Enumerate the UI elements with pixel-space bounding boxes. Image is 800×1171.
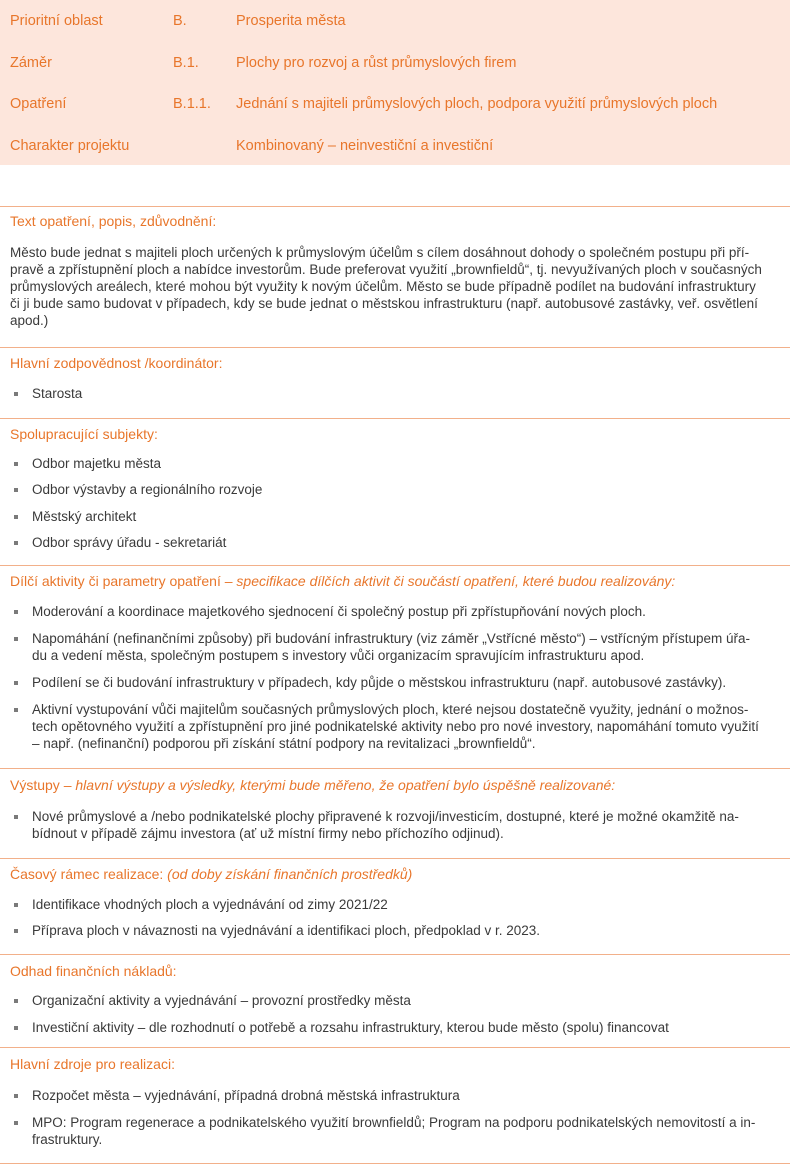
bullet-icon — [14, 515, 18, 519]
project-header — [0, 0, 790, 165]
section-title-cooperating: Spolupracující subjekty: — [10, 426, 158, 442]
header-code: B.1. — [173, 55, 199, 71]
header-label: Charakter projektu — [10, 138, 130, 154]
header-row-measure — [0, 96, 790, 116]
section-title-responsibility: Hlavní zodpovědnost /koordinátor: — [10, 355, 223, 371]
title-italic: (od doby získání finančních prostředků) — [167, 866, 413, 882]
section-divider — [0, 1047, 790, 1048]
section-title-costs: Odhad finančních nákladů: — [10, 963, 177, 979]
title-main: Časový rámec realizace: — [10, 866, 168, 882]
paragraph-line: či ji bude samo budovat v případech, kdy se bude jednat o městskou infrastrukturu (např. autobusové zastávky, veř. osvětlení — [10, 296, 758, 311]
header-value: Prosperita města — [236, 13, 346, 29]
header-label: Prioritní oblast — [10, 13, 103, 29]
section-divider — [0, 418, 790, 419]
section-divider — [0, 954, 790, 955]
bullet-icon — [14, 903, 18, 907]
header-code: B. — [173, 13, 187, 29]
section-divider — [0, 768, 790, 769]
bullet-icon — [14, 815, 18, 819]
bullet-icon — [14, 462, 18, 466]
header-row-intent — [0, 55, 790, 75]
title-main: Dílčí aktivity či parametry opatření – — [10, 573, 237, 589]
header-row-character — [0, 138, 790, 158]
header-code: B.1.1. — [173, 96, 211, 112]
paragraph-line: apod.) — [10, 313, 49, 328]
bullet-icon — [14, 708, 18, 712]
section-title-activities — [10, 573, 675, 589]
bullet-icon — [14, 999, 18, 1003]
section-divider — [0, 565, 790, 566]
bullet-icon — [14, 392, 18, 396]
header-value: Kombinovaný – neinvestiční a investiční — [236, 138, 494, 154]
bullet-icon — [14, 488, 18, 492]
paragraph-line: průmyslových areálech, které mohou být využity k novým účelům. Město se bude případně podílet na budování infrastruktury — [10, 279, 756, 294]
section-title-text: Text opatření, popis, zdůvodnění: — [10, 213, 217, 229]
title-italic: specifikace dílčích aktivit či součástí opatření, které budou realizovány: — [236, 573, 676, 589]
bullet-icon — [14, 929, 18, 933]
title-main: Výstupy – — [10, 777, 76, 793]
paragraph-line: Město bude jednat s majiteli ploch určených k průmyslovým účelům s cílem dosáhnout dohody o společném postupu při pří- — [10, 245, 750, 260]
bullet-icon — [14, 1121, 18, 1125]
paragraph-line: pravě a zpřístupnění ploch a nabídce investorům. Bude preferovat využití „brownfieldů“, tj. nevyužívaných ploch v současných — [10, 262, 762, 277]
header-row-priority — [0, 13, 790, 33]
section-title-timeframe — [10, 866, 412, 882]
header-value: Plochy pro rozvoj a růst průmyslových firem — [236, 55, 517, 71]
description-paragraph — [10, 244, 785, 329]
section-title-sources: Hlavní zdroje pro realizaci: — [10, 1056, 175, 1072]
title-italic: hlavní výstupy a výsledky, kterými bude měřeno, že opatření bylo úspěšně realizované: — [75, 777, 616, 793]
section-divider — [0, 858, 790, 859]
section-divider — [0, 1163, 790, 1164]
header-label: Záměr — [10, 55, 52, 71]
bullet-icon — [14, 1094, 18, 1098]
bullet-icon — [14, 681, 18, 685]
section-divider — [0, 347, 790, 348]
bullet-icon — [14, 610, 18, 614]
section-divider — [0, 206, 790, 207]
bullet-icon — [14, 1026, 18, 1030]
header-label: Opatření — [10, 96, 67, 112]
header-value: Jednání s majiteli průmyslových ploch, podpora využití průmyslových ploch — [236, 96, 718, 112]
section-title-outputs — [10, 777, 615, 793]
bullet-icon — [14, 637, 18, 641]
bullet-icon — [14, 541, 18, 545]
